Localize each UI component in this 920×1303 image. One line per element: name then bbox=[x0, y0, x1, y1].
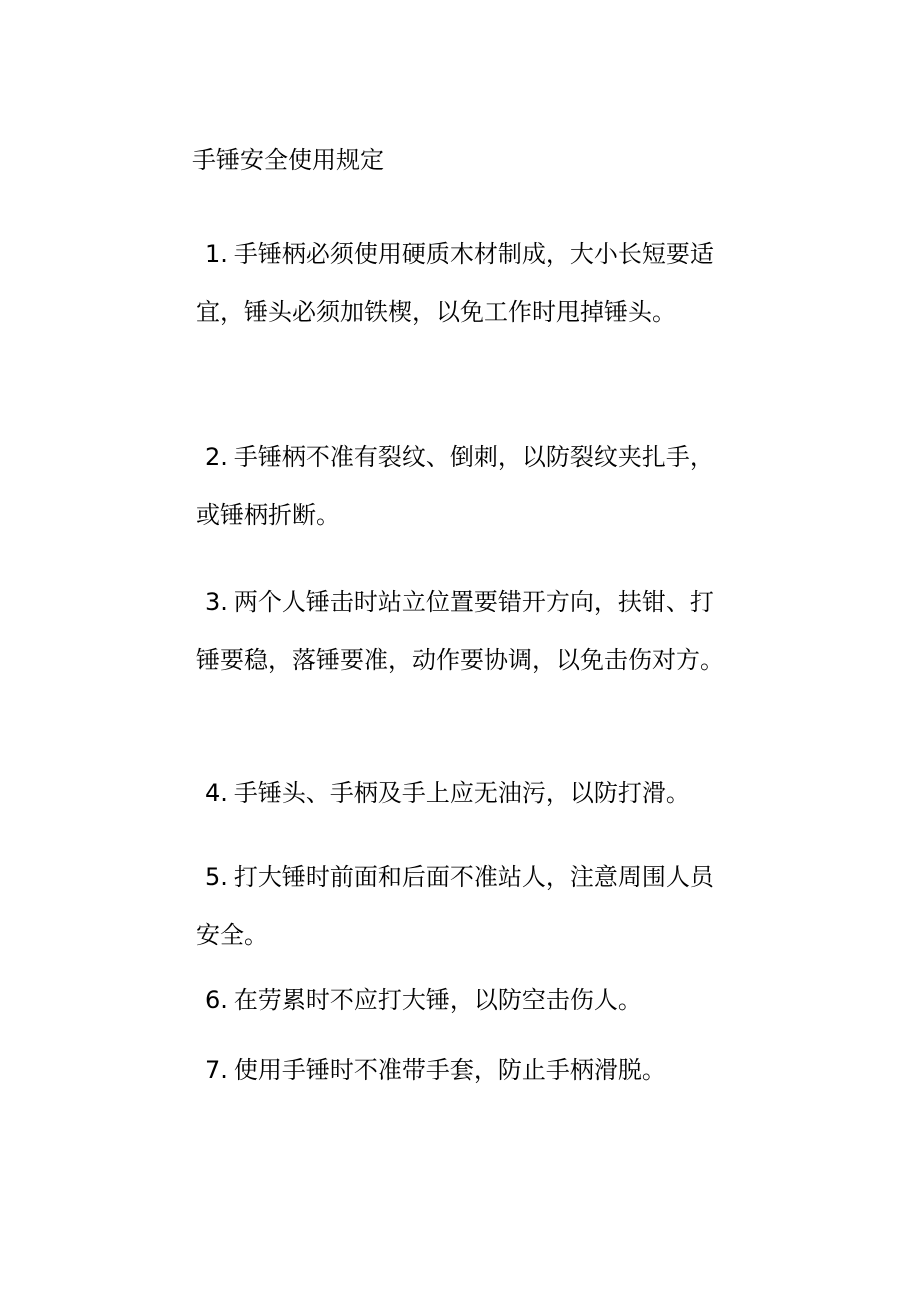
rule-number: 6. bbox=[205, 986, 228, 1014]
rule-text: 在劳累时不应打大锤，以防空击伤人。 bbox=[233, 986, 642, 1014]
rule-item-1 bbox=[196, 225, 726, 341]
rule-text: 使用手锤时不准带手套，防止手柄滑脱。 bbox=[233, 1056, 666, 1084]
rule-item-4 bbox=[196, 764, 726, 822]
rule-text: 手锤头、手柄及手上应无油污，以防打滑。 bbox=[233, 779, 690, 807]
rule-item-6 bbox=[196, 971, 726, 1029]
rule-text: 打大锤时前面和后面不准站人，注意周围人员安全。 bbox=[196, 863, 714, 949]
rule-item-7 bbox=[196, 1041, 726, 1099]
rule-number: 4. bbox=[205, 779, 228, 807]
rule-item-2 bbox=[196, 428, 726, 544]
rule-number: 7. bbox=[205, 1056, 228, 1084]
rule-text: 手锤柄不准有裂纹、倒刺，以防裂纹夹扎手，或锤柄折断。 bbox=[196, 443, 714, 529]
rule-number: 5. bbox=[205, 863, 228, 891]
rule-text: 手锤柄必须使用硬质木材制成，大小长短要适宜，锤头必须加铁楔，以免工作时甩掉锤头。 bbox=[196, 240, 714, 326]
rule-number: 1. bbox=[205, 240, 228, 268]
rule-number: 2. bbox=[205, 443, 228, 471]
rule-text: 两个人锤击时站立位置要错开方向，扶钳、打锤要稳，落锤要准，动作要协调，以免击伤对方。 bbox=[196, 588, 724, 674]
document-title: 手锤安全使用规定 bbox=[192, 146, 384, 174]
rule-number: 3. bbox=[205, 588, 228, 616]
rule-item-3 bbox=[196, 573, 726, 689]
rule-item-5 bbox=[196, 848, 726, 964]
